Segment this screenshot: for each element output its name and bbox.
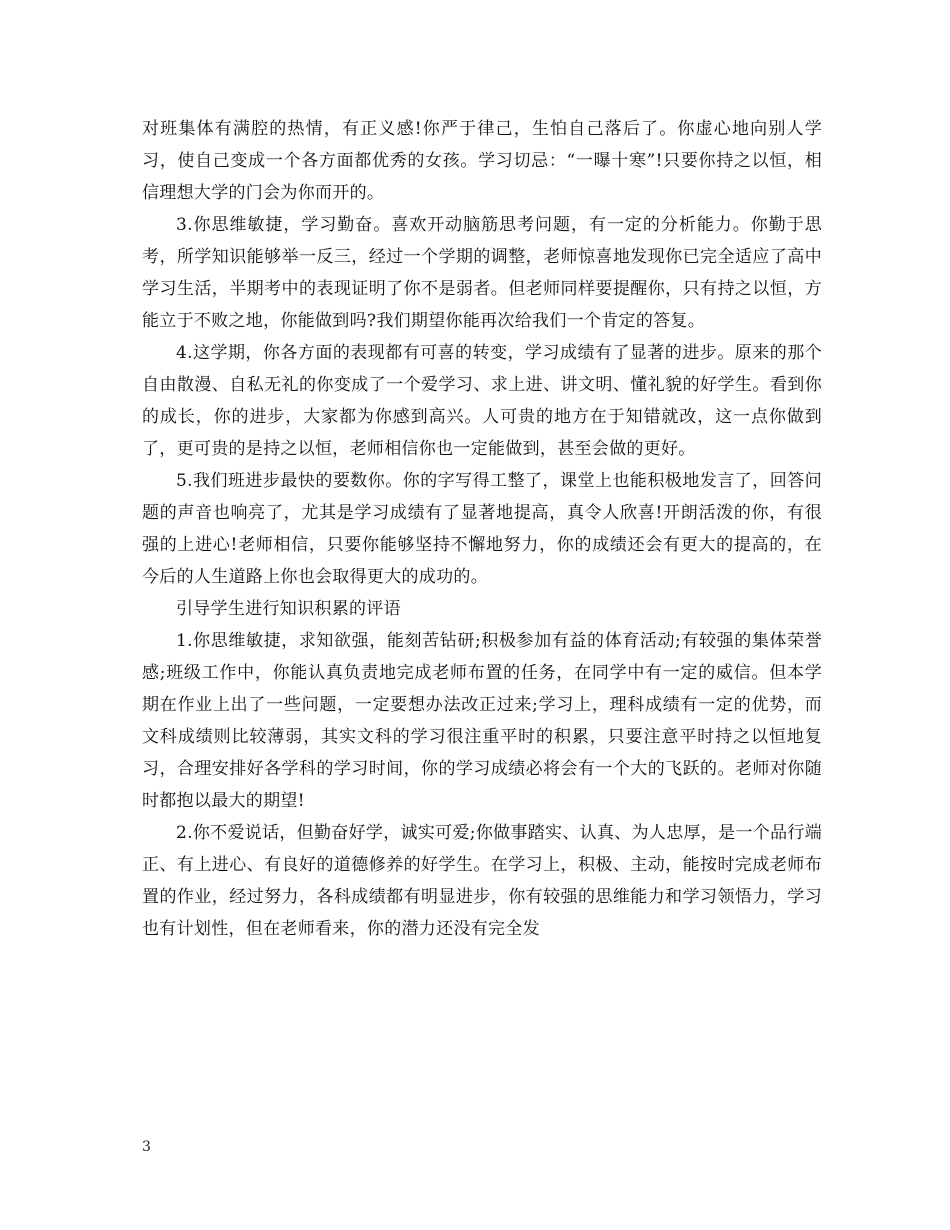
paragraph-item-4: 4.这学期，你各方面的表现都有可喜的转变，学习成绩有了显著的进步。原来的那个自由散漫、自私无礼的你变成了一个爱学习、求上进、讲文明、懂礼貌的好学生。看到你的成长，你的进步，大家都为你感到高兴。人可贵的地方在于知错就改，这一点你做到了，更可贵的是持之以恒，老师相信你也一定能做到，甚至会做的更好。: [142, 343, 822, 459]
paragraph-item-5: 5.我们班进步最快的要数你。你的字写得工整了，课堂上也能积极地发言了，回答问题的声音也响亮了，尤其是学习成绩有了显著地提高，真令人欣喜!开朗活泼的你，有很强的上进心!老师相信，只要你能够坚持不懈地努力，你的成绩还会有更大的提高的，在今后的人生道路上你也会取得更大的成功的。: [142, 471, 822, 587]
section-heading: 引导学生进行知识积累的评语: [176, 599, 401, 619]
paragraph-item-3: 3.你思维敏捷，学习勤奋。喜欢开动脑筋思考问题，有一定的分析能力。你勤于思考，所学知识能够举一反三，经过一个学期的调整，老师惊喜地发现你已完全适应了高中学习生活，半期考中的表现证明了你不是弱者。但老师同样要提醒你，只有持之以恒，方能立于不败之地，你能做到吗?我们期望你能再次给我们一个肯定的答复。: [142, 215, 822, 331]
document-body: [142, 113, 822, 945]
page-number: 3: [142, 1139, 151, 1155]
paragraph-continued: 对班集体有满腔的热情，有正义感!你严于律己，生怕自己落后了。你虚心地向别人学习，使自己变成一个各方面都优秀的女孩。学习切忌：“一曝十寒”!只要你持之以恒，相信理想大学的门会为你而开的。: [142, 119, 822, 203]
paragraph-item-2: 2.你不爱说话，但勤奋好学，诚实可爱;你做事踏实、认真、为人忠厚，是一个品行端正、有上进心、有良好的道德修养的好学生。在学习上，积极、主动，能按时完成老师布置的作业，经过努力，各科成绩都有明显进步，你有较强的思维能力和学习领悟力，学习也有计划性，但在老师看来，你的潜力还没有完全发: [142, 823, 822, 939]
paragraph-item-1: 1.你思维敏捷，求知欲强，能刻苦钻研;积极参加有益的体育活动;有较强的集体荣誉感;班级工作中，你能认真负责地完成老师布置的任务，在同学中有一定的威信。但本学期在作业上出了一些问题，一定要想办法改正过来;学习上，理科成绩有一定的优势，而文科成绩则比较薄弱，其实文科的学习很注重平时的积累，只要注意平时持之以恒地复习，合理安排好各学科的学习时间，你的学习成绩必将会有一个大的飞跃的。老师对你随时都抱以最大的期望!: [142, 631, 822, 811]
